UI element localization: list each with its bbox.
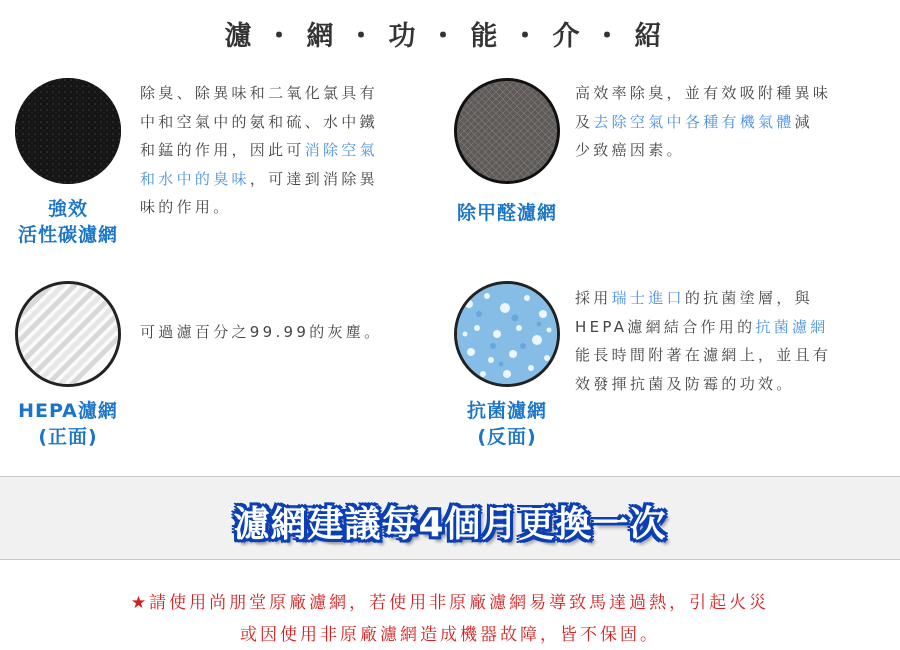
- description-line: [140, 79, 378, 108]
- description-text: 中和空氣中的氨和硫、水中鐵: [140, 112, 378, 131]
- hepa-filter-caption: [0, 398, 136, 450]
- antibacterial-filter-description: [575, 284, 831, 398]
- highlighted-text: 去除空氣中各種有機氣體: [593, 112, 795, 131]
- warranty-notice-line-1: ★請使用尚朋堂原廠濾網，若使用非原廠濾網易導致馬達過熱，引起火災: [130, 593, 770, 613]
- page-title: 濾・網・功・能・介・紹: [224, 21, 676, 52]
- description-text: 減: [794, 112, 813, 131]
- description-text: 味的作用。: [140, 198, 232, 216]
- caption-line: 抗菌濾網: [466, 400, 547, 422]
- description-line: [140, 318, 382, 347]
- description-line: [140, 136, 378, 165]
- antibacterial-filter-caption: [432, 398, 582, 450]
- caption-line: 除甲醛濾網: [456, 202, 557, 224]
- highlighted-text: 瑞士進口: [611, 289, 685, 307]
- highlighted-text: 抗菌濾網: [755, 317, 829, 336]
- description-line: [140, 165, 378, 194]
- description-line: [575, 370, 831, 399]
- caption-line: 強效: [47, 198, 88, 220]
- description-text: 和錳的作用，因此可: [140, 141, 305, 159]
- description-text: ，可達到消除異: [249, 169, 378, 188]
- description-text: 高效率除臭，並有效吸附種異味: [575, 84, 832, 102]
- formaldehyde-filter-caption: [432, 200, 582, 226]
- description-line: [575, 136, 831, 165]
- description-line: [575, 79, 831, 108]
- description-line: [140, 108, 378, 137]
- replacement-banner: 濾網建議每4個月更換一次: [233, 504, 667, 545]
- caption-line: HEPA濾網: [18, 400, 118, 422]
- antibacterial-filter-image: [454, 281, 560, 387]
- hepa-filter-image: [15, 281, 121, 387]
- description-text: HEPA濾網結合作用的: [575, 317, 756, 336]
- highlighted-text: 消除空氣: [304, 141, 378, 159]
- warranty-notice-line-2: 或因使用非原廠濾網造成機器故障，皆不保固。: [240, 625, 660, 645]
- highlighted-text: 和水中的臭味: [140, 169, 250, 188]
- description-text: 的抗菌塗層，與: [684, 289, 813, 307]
- formaldehyde-filter-description: [575, 79, 831, 165]
- description-line: [575, 108, 831, 137]
- caption-line: (反面): [477, 426, 537, 448]
- description-text: 採用: [575, 289, 612, 307]
- description-text: 可過濾百分之99.99的灰塵。: [140, 323, 383, 341]
- description-line: [575, 313, 831, 342]
- description-text: 除臭、除異味和二氧化氯具有: [140, 84, 378, 102]
- carbon-filter-description: [140, 79, 378, 222]
- caption-line: (正面): [38, 426, 98, 448]
- carbon-filter-image: [15, 78, 121, 184]
- description-text: 少致癌因素。: [575, 141, 685, 159]
- formaldehyde-filter-image: [454, 78, 560, 184]
- caption-line: 活性碳濾網: [17, 224, 118, 246]
- description-line: [140, 193, 378, 222]
- hepa-filter-description: [140, 318, 382, 347]
- description-text: 效發揮抗菌及防霉的功效。: [575, 374, 795, 393]
- description-text: 及: [575, 112, 594, 131]
- carbon-filter-caption: [0, 196, 136, 248]
- description-line: [575, 284, 831, 313]
- description-text: 能長時間附著在濾網上，並且有: [575, 346, 832, 364]
- description-line: [575, 341, 831, 370]
